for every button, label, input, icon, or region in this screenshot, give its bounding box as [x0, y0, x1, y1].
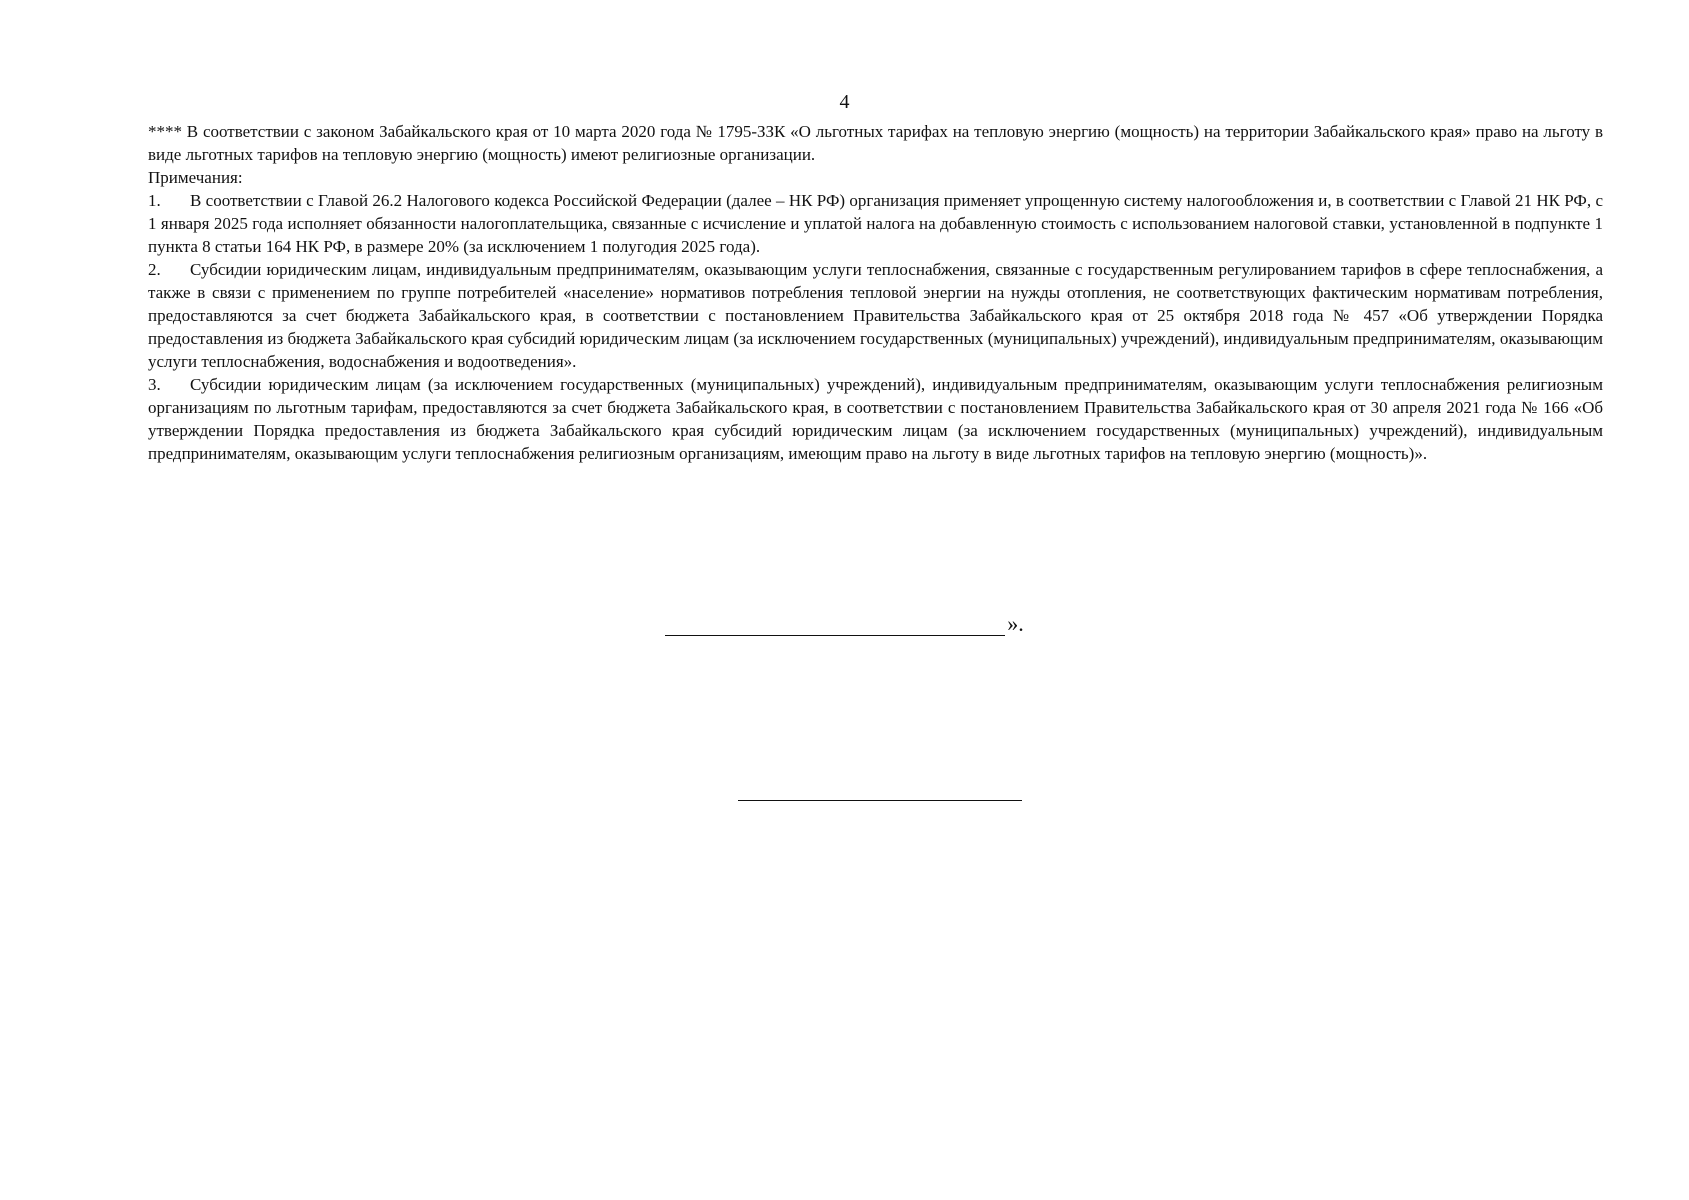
end-of-document-rule — [738, 800, 1022, 801]
note-item — [148, 189, 1603, 258]
note-number: 1. — [148, 191, 161, 210]
page-number: 4 — [839, 91, 850, 113]
note-text: Субсидии юридическим лицам, индивидуальным предпринимателям, оказывающим услуги теплоснабжения, связанные с государственным регулированием тарифов в сфере теплоснабжения, а также в связи с применением по группе потребителей «население» нормативов потребления тепловой энергии на нужды отопления, не соответствующих фактическим нормативам потребления, предоставляются за счет бюджета Забайкальского края, в соответствии с постановлением Правительства Забайкальского края от 25 октября 2018 года № 457 «Об утверждении Порядка предоставления из бюджета Забайкальского края субсидий юридическим лицам (за исключением государственных (муниципальных) учреждений), индивидуальным предпринимателям, оказывающим услуги теплоснабжения, водоснабжения и водоотведения». — [148, 260, 1603, 371]
closing-quote-mark: ». — [1007, 611, 1024, 636]
note-item — [148, 258, 1603, 373]
closing-rule — [665, 613, 1005, 636]
document-body — [148, 120, 1603, 465]
closing-line — [0, 612, 1689, 640]
note-number: 3. — [148, 375, 161, 394]
note-number: 2. — [148, 260, 161, 279]
footnote-paragraph: **** В соответствии с законом Забайкальского края от 10 марта 2020 года № 1795-ЗЗК «О льготных тарифах на тепловую энергию (мощность) на территории Забайкальского края» право на льготу в виде льготных тарифов на тепловую энергию (мощность) имеют религиозные организации. — [148, 122, 1603, 164]
note-item — [148, 373, 1603, 465]
note-text: Субсидии юридическим лицам (за исключением государственных (муниципальных) учреждений), индивидуальным предпринимателям, оказывающим услуги теплоснабжения религиозным организациям по льготным тарифам, предоставляются за счет бюджета Забайкальского края, в соответствии с постановлением Правительства Забайкальского края от 30 апреля 2021 года № 166 «Об утверждении Порядка предоставления из бюджета Забайкальского края субсидий юридическим лицам (за исключением государственных (муниципальных) учреждений), индивидуальным предпринимателям, оказывающим услуги теплоснабжения религиозным организациям, имеющим право на льготу в виде льготных тарифов на тепловую энергию (мощность)». — [148, 375, 1603, 463]
notes-heading: Примечания: — [148, 168, 243, 187]
note-text: В соответствии с Главой 26.2 Налогового кодекса Российской Федерации (далее – НК РФ) организация применяет упрощенную систему налогообложения и, в соответствии с Главой 21 НК РФ, с 1 января 2025 года исполняет обязанности налогоплательщика, связанные с исчисление и уплатой налога на добавленную стоимость с использованием налоговой ставки, установленной в подпункте 1 пункта 8 статьи 164 НК РФ, в размере 20% (за исключением 1 полугодия 2025 года). — [148, 191, 1603, 256]
